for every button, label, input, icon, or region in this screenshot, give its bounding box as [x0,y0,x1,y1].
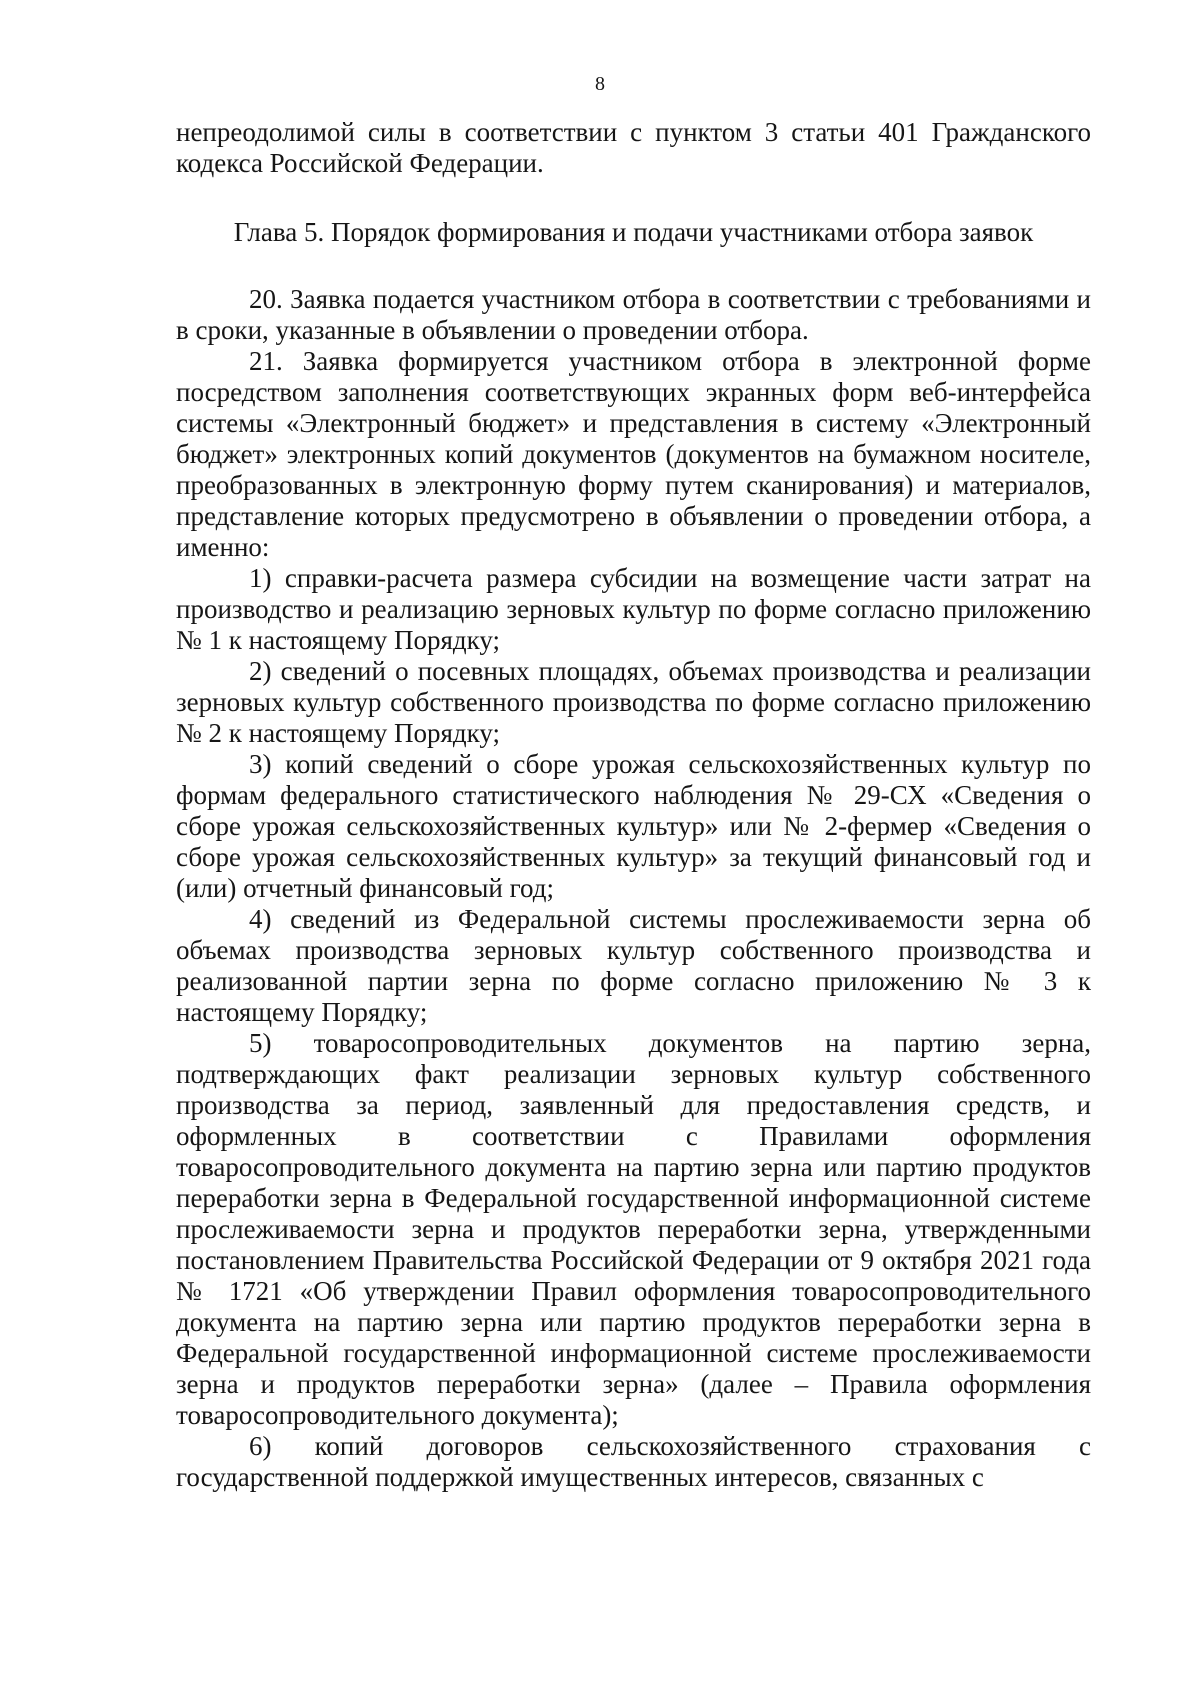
list-item-5: 5) товаросопроводительных документов на партию зерна, подтверждающих факт реализации зерновых культур собственного производства за период, заявленный для предоставления средств, и оформленных в соответствии с Правилами оформления товаросопроводительного документа на партию зерна или партию продуктов переработки зерна в Федеральной государственной информационной системе прослеживаемости зерна и продуктов переработки зерна, утвержденными постановлением Правительства Российской Федерации от 9 октября 2021 года № 1721 «Об утверждении Правил оформления товаросопроводительного документа на партию зерна или партию продуктов переработки зерна в Федеральной государственной информационной системе прослеживаемости зерна и продуктов переработки зерна» (далее – Правила оформления товаросопроводительного документа); [176,1028,1091,1430]
list-item-2: 2) сведений о посевных площадях, объемах производства и реализации зерновых культур собственного производства по форме согласно приложению № 2 к настоящему Порядку; [176,656,1091,748]
document-body [176,117,1091,1493]
paragraph-21: 21. Заявка формируется участником отбора в электронной форме посредством заполнения соответствующих экранных форм веб-интерфейса системы «Электронный бюджет» и представления в систему «Электронный бюджет» электронных копий документов (документов на бумажном носителе, преобразованных в электронную форму путем сканирования) и материалов, представление которых предусмотрено в объявлении о проведении отбора, а именно: [176,346,1091,562]
continuation-paragraph: непреодолимой силы в соответствии с пунктом 3 статьи 401 Гражданского кодекса Российской Федерации. [176,117,1091,178]
list-item-6: 6) копий договоров сельскохозяйственного страхования с государственной поддержкой имущественных интересов, связанных с [176,1431,1091,1492]
chapter-heading: Глава 5. Порядок формирования и подачи участниками отбора заявок [233,217,1034,247]
list-item-3: 3) копий сведений о сборе урожая сельскохозяйственных культур по формам федерального статистического наблюдения № 29-СХ «Сведения о сборе урожая сельскохозяйственных культур» или № 2-фермер «Сведения о сборе урожая сельскохозяйственных культур» за текущий финансовый год и (или) отчетный финансовый год; [176,749,1091,903]
page-number: 8 [595,73,605,95]
list-item-4: 4) сведений из Федеральной системы прослеживаемости зерна об объемах производства зерновых культур собственного производства и реализованной партии зерна по форме согласно приложению № 3 к настоящему Порядку; [176,904,1091,1027]
list-item-1: 1) справки-расчета размера субсидии на возмещение части затрат на производство и реализацию зерновых культур по форме согласно приложению № 1 к настоящему Порядку; [176,563,1091,655]
paragraph-20: 20. Заявка подается участником отбора в соответствии с требованиями и в сроки, указанные в объявлении о проведении отбора. [176,284,1091,345]
